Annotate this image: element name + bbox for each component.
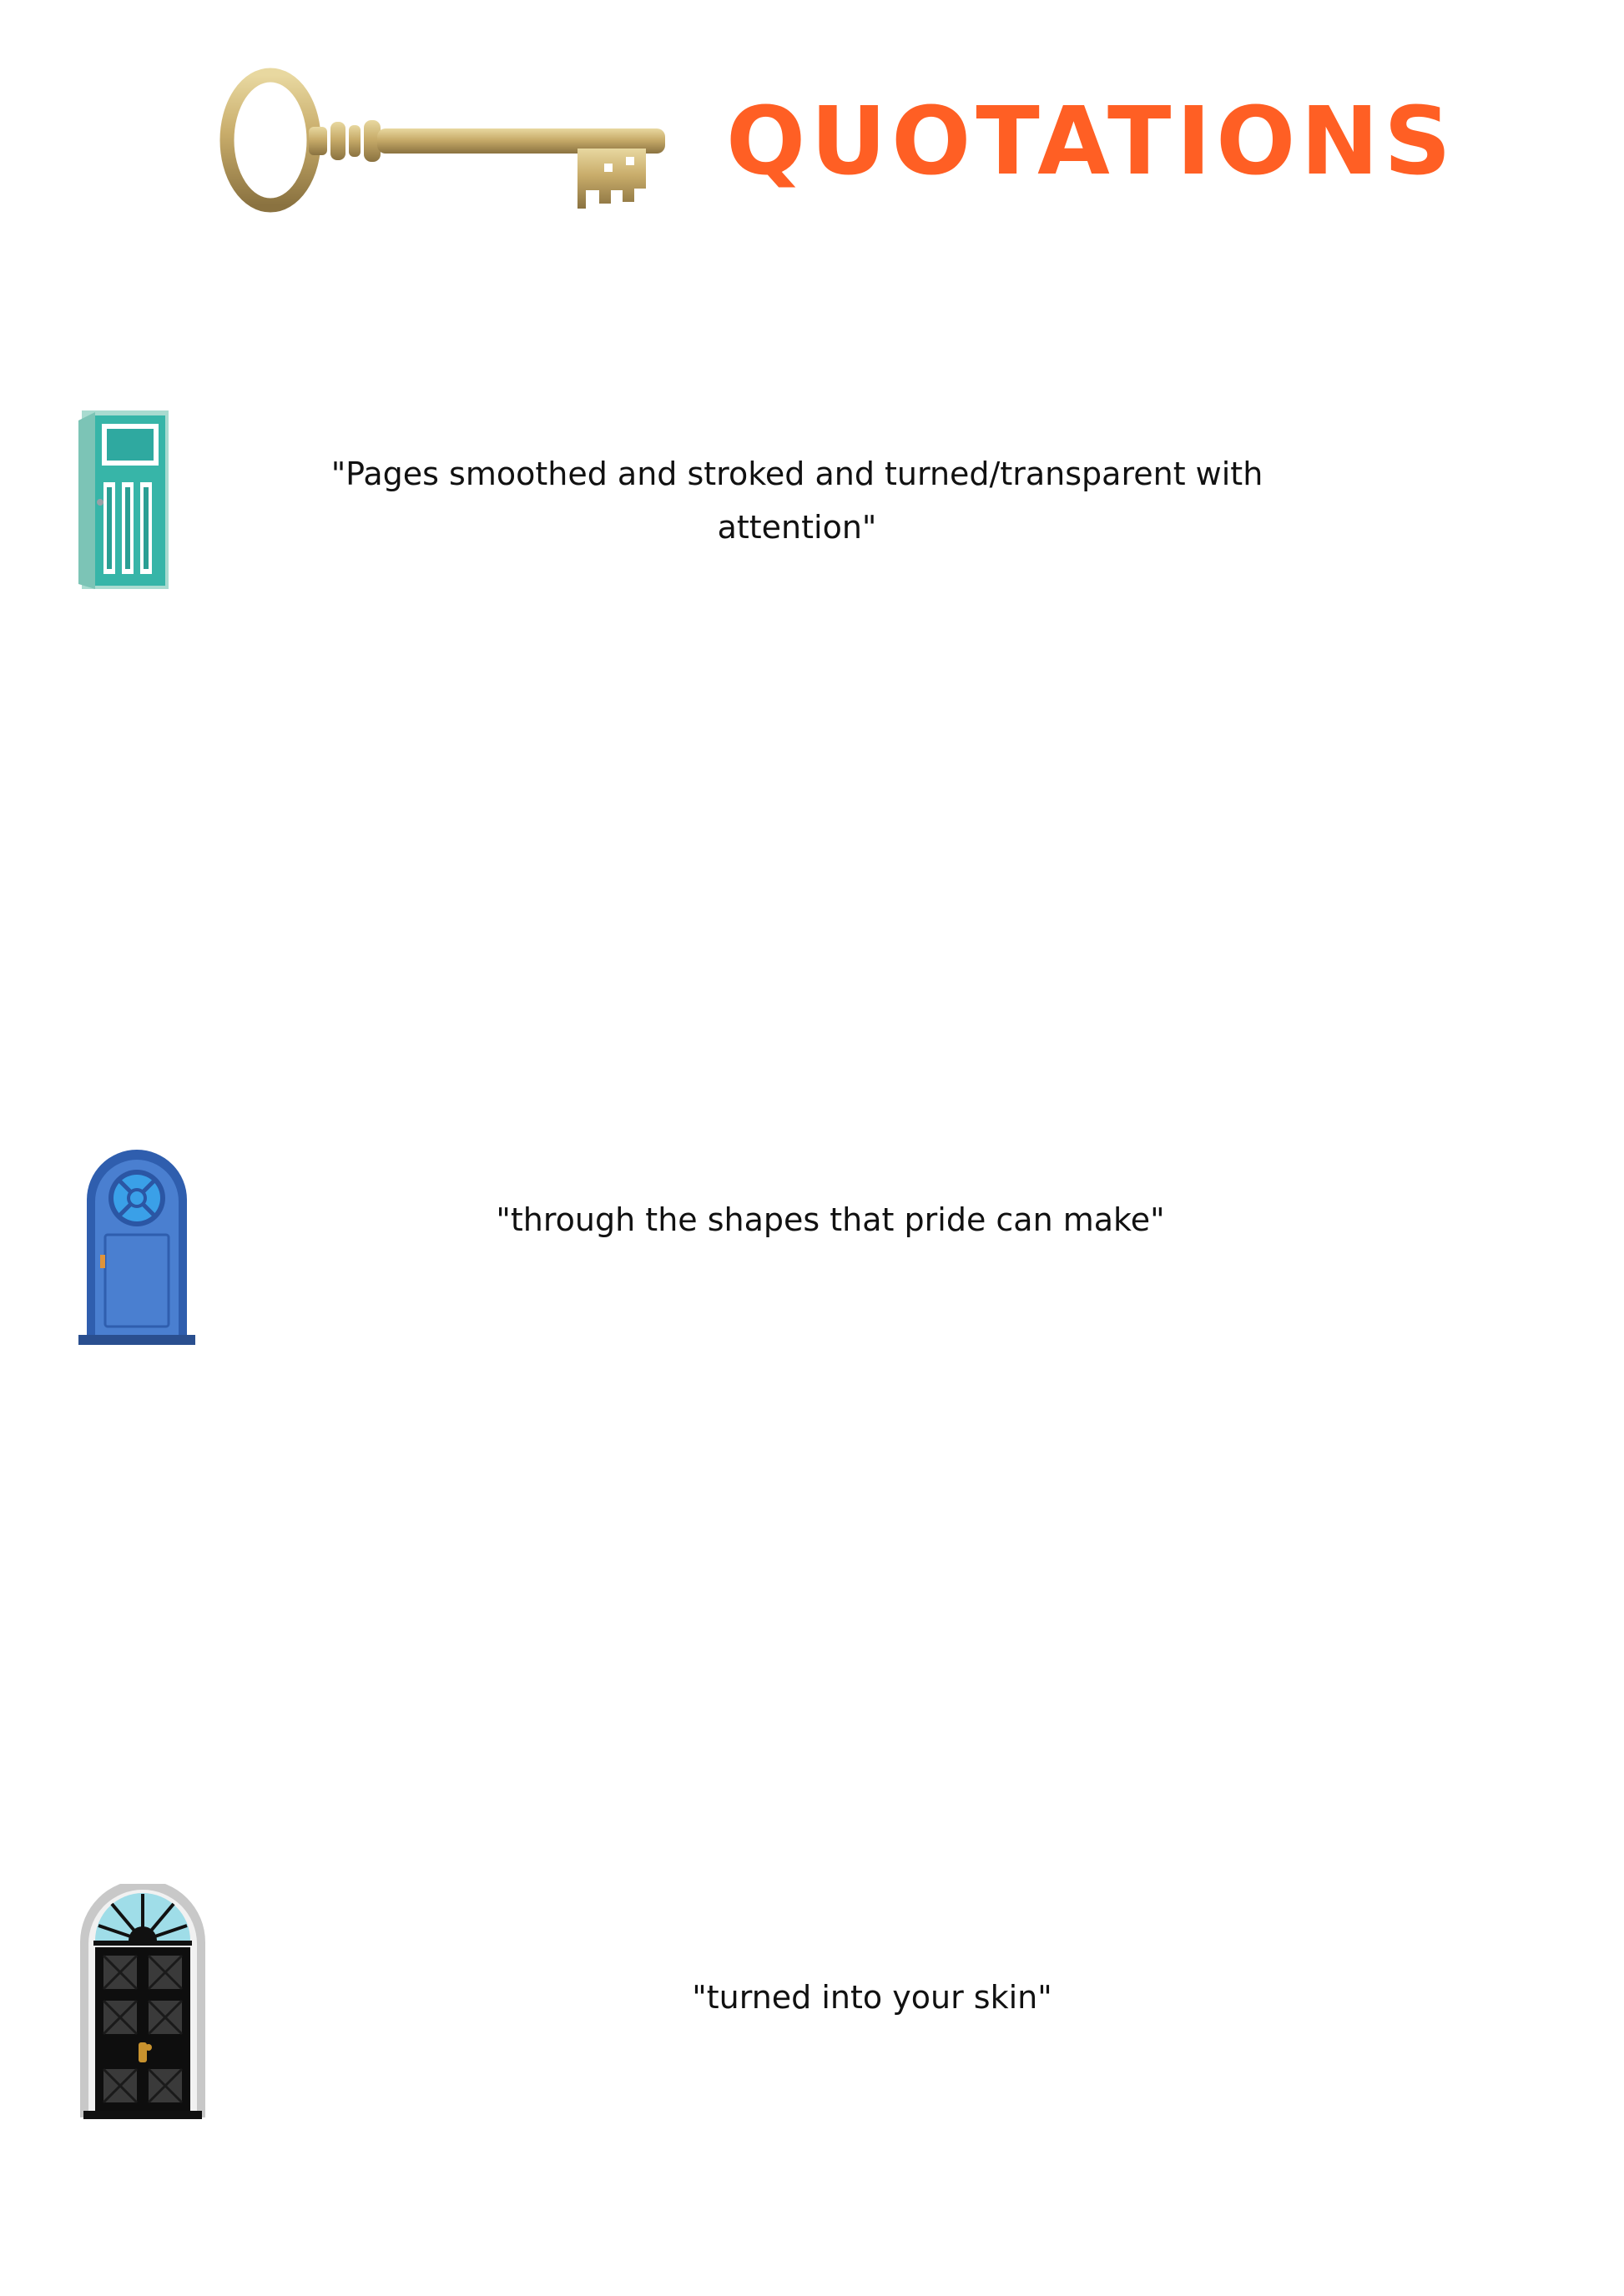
quote-2: "through the shapes that pride can make"	[496, 1201, 1165, 1238]
page-title: QUOTATIONS	[726, 88, 1456, 196]
quote-3: "turned into your skin"	[692, 1979, 1052, 2016]
open-teal-door-icon	[77, 410, 170, 589]
black-georgian-door-icon	[78, 1884, 207, 2121]
arched-blue-door-icon	[78, 1150, 195, 1345]
key-icon	[219, 65, 673, 224]
quote-1: "Pages smoothed and stroked and turned/transparent with attention"	[330, 456, 1263, 546]
